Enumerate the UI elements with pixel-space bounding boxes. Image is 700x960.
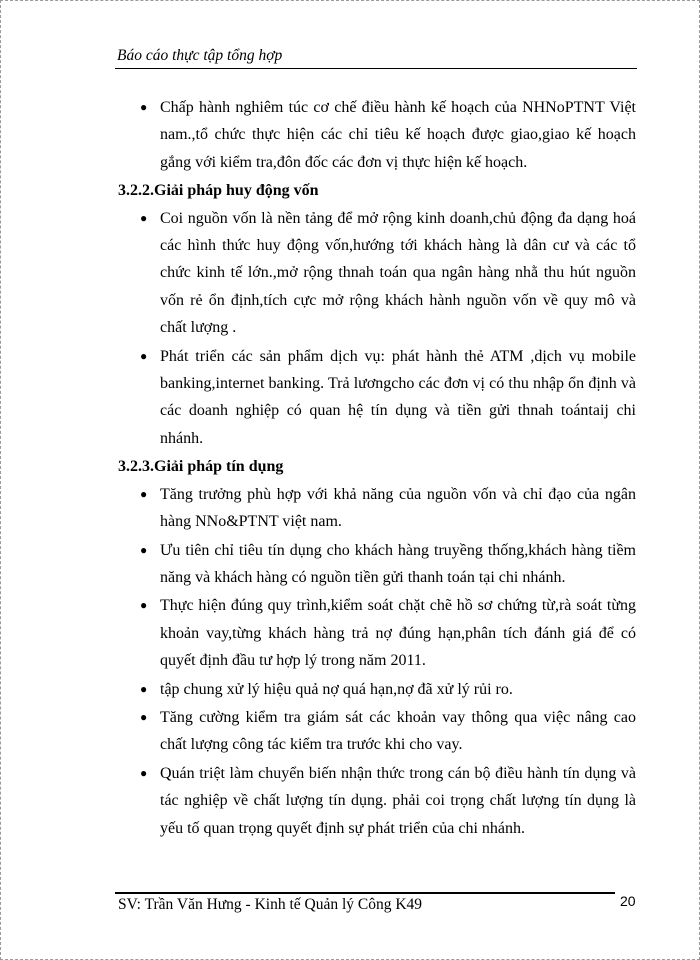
bullet-item (118, 481, 636, 536)
section-heading: 3.2.3.Giải pháp tín dụng (118, 458, 284, 476)
bullet-icon: ● (140, 348, 148, 363)
bullet-item (118, 704, 636, 759)
bullet-text: Tăng cường kiểm tra giám sát các khoản vay thông qua việc nâng cao chất lượng công tác kiểm tra trước khi cho vay. (160, 708, 636, 754)
bullet-item (118, 760, 636, 842)
bullet-icon: ● (140, 709, 148, 724)
page-number: 20 (620, 893, 636, 909)
bullet-text: Thực hiện đúng quy trình,kiểm soát chặt chẽ hồ sơ chứng từ,rà soát từng khoản vay,từng khách hàng trả nợ đúng hạn,phân tích đánh giá để có quyết định đầu tư hợp lý trong năm 2011. (160, 597, 636, 670)
bullet-text: Phát triển các sản phẩm dịch vụ: phát hành thẻ ATM ,dịch vụ mobile banking,internet banking. Trả lươngcho các đơn vị có thu nhập ổn định và các doanh nghiệp có quan hệ tín dụng và tiền gửi thnah toántaij chi nhánh. (160, 347, 636, 447)
bullet-icon: ● (140, 486, 148, 501)
bullet-item (118, 537, 636, 592)
header-rule (115, 68, 637, 69)
header-title: Báo cáo thực tập tổng hợp (117, 47, 283, 64)
bullet-item (118, 676, 636, 703)
bullet-item (118, 205, 636, 342)
footer-author: SV: Trần Văn Hưng - Kinh tế Quản lý Công K49 (118, 896, 423, 913)
bullet-text: Chấp hành nghiêm túc cơ chế điều hành kế hoạch của NHNoPTNT Việt nam.,tổ chức thực hiện các chỉ tiêu kế hoạch được giao,giao kế hoạch gắng với kiểm tra,đôn đốc các đơn vị thực hiện kế hoạch. (160, 99, 636, 171)
bullet-icon: ● (140, 765, 148, 780)
bullet-icon: ● (140, 210, 148, 225)
bullet-text: Ưu tiên chỉ tiêu tín dụng cho khách hàng truyềng thống,khách hàng tiềm năng và khách hàng có nguồn tiền gửi thanh toán tại chi nhánh. (160, 541, 636, 586)
bullet-text: Coi nguồn vốn là nền tảng để mở rộng kinh doanh,chủ động đa dạng hoá các hình thức huy động vốn,hướng tới khách hàng là dân cư và các tổ chức kinh tế lớn.,mở rộng thnah toán qua ngân hàng nhằ thu hút nguồn vốn rẻ ổn định,tích cực mở rộng khách hành nguồn vốn về quy mô và chất lượng . (160, 209, 636, 337)
bullet-icon: ● (140, 542, 148, 557)
bullet-item (118, 343, 636, 453)
bullet-text: tập chung xử lý hiệu quả nợ quá hạn,nợ đã xử lý rủi ro. (160, 680, 513, 698)
bullet-item (118, 592, 636, 674)
bullet-icon: ● (140, 598, 148, 613)
document-body (118, 94, 636, 843)
bullet-item (118, 94, 636, 176)
footer-rule (115, 892, 615, 894)
bullet-icon: ● (140, 681, 148, 696)
bullet-text: Tăng trưởng phù hợp với khả năng của nguồn vốn và chỉ đạo của ngân hàng NNo&PTNT việt nam. (160, 485, 636, 531)
bullet-icon: ● (140, 100, 148, 114)
bullet-text: Quán triệt làm chuyển biến nhận thức trong cán bộ điều hành tín dụng và tác nghiệp về chất lượng tín dụng. phải coi trọng chất lượng tín dụng là yếu tố quan trọng quyết định sự phát triển của chi nhánh. (160, 764, 636, 837)
section-heading: 3.2.2.Giải pháp huy động vốn (118, 182, 319, 200)
